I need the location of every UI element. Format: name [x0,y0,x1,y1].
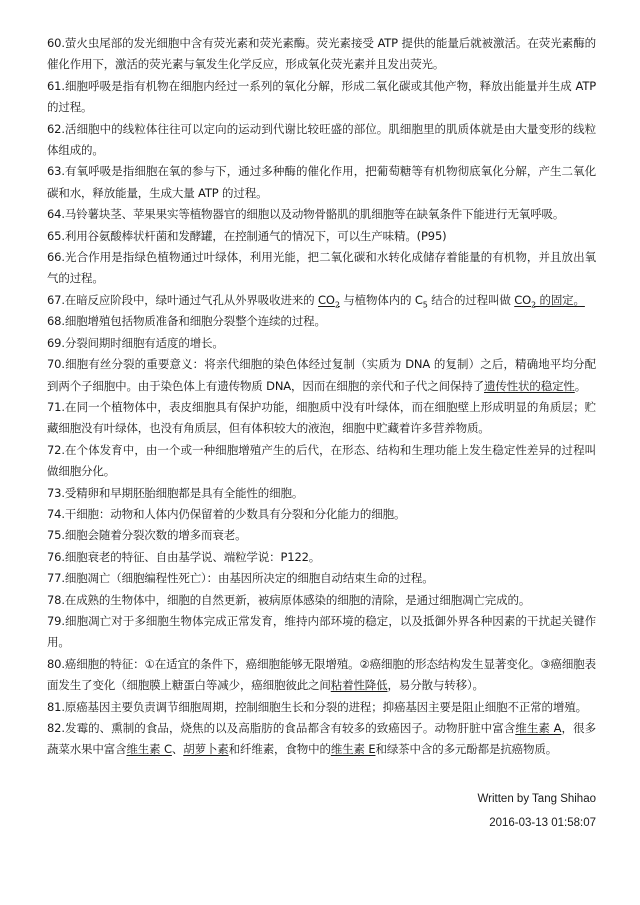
signature-author: Written by Tang Shihao [477,793,596,805]
item-60: 60.萤火虫尾部的发光细胞中含有荧光素和荧光素酶。荧光素接受 ATP 提供的能量后就被激活。在荧光素酶的催化作用下，激活的荧光素与氧发生化学反应，形成氧化荧光素并且发出荧光。 [47,36,596,72]
item-62: 62.活细胞中的线粒体往往可以定向的运动到代谢比较旺盛的部位。肌细胞里的肌质体就是由大量变形的线粒体组成的。 [47,121,596,158]
signature-datetime: 2016-03-13 01:58:07 [489,817,596,829]
item-76: 76.细胞衰老的特征、自由基学说、端粒学说：P122。 [47,549,321,564]
item-78: 78.在成熟的生物体中，细胞的自然更新，被病原体感染的细胞的清除，是通过细胞凋亡完成的。 [47,592,531,607]
item-82-part-d: 和纤维素，食物中的 [228,742,331,757]
item-82-part-a: 82.发霉的、熏制的食品，烧焦的以及高脂肪的食品都含有较多的致癌因子。动物肝脏中富含 [47,721,516,735]
item-73: 73.受精卵和早期胚胎细胞都是具有全能性的细胞。 [47,485,304,500]
item-80-part-b: ，易分散与转移）。 [387,678,484,693]
item-66: 66.光合作用是指绿色植物通过叶绿体，利用光能，把二氧化碳和水转化成储存着能量的有机物，并且放出氧气的过程。 [47,250,596,286]
item-67-part-f: 的固定。 [535,292,585,307]
item-82-part-c: 、 [171,742,184,757]
item-67-part-c: 与植物体内的 C [339,292,423,307]
item-67-part-d: 结合的过程叫做 [427,292,515,307]
co2-fix-subscript: 2 [531,300,536,310]
item-82-part-b: ，很多蔬菜水果中富含 [47,721,596,757]
item-65: 65.利用谷氨酸棒状杆菌和发酵罐，在控制通气的情况下，可以生产味精。(P95) [47,228,447,243]
c5-subscript: 5 [422,300,428,310]
co2-fixation-term [514,292,585,310]
item-80-part-a: 80.癌细胞的特征：①在适宜的条件下，癌细胞能够无限增殖。②癌细胞的形态结构发生显著变化。③癌细胞表面发生了变化（细胞膜上糖蛋白等减少，癌细胞彼此之间 [47,656,596,693]
item-71: 71.在同一个植物体中，表皮细胞具有保护功能，细胞质中没有叶绿体，而在细胞壁上形成明显的角质层；贮藏细胞没有叶绿体，也没有角质层，但有体积较大的液泡，细胞中贮藏着许多营养物质。 [47,399,596,436]
item-80-underlined: 粘着性降低 [330,678,388,693]
item-82-part-e: 和绿茶中含的多元酚都是抗癌物质。 [375,742,558,757]
item-81: 81.原癌基因主要负责调节细胞周期，控制细胞生长和分裂的进程；抑癌基因主要是阻止细胞不正常的增殖。 [47,699,587,714]
item-79: 79.细胞凋亡对于多细胞生物体完成正常发育，维持内部环境的稳定，以及抵御外界各种因素的干扰起关键作用。 [47,613,596,650]
vitamin-c: 维生素 C [126,742,172,757]
item-82 [47,718,596,761]
item-67-part-a: 67.在暗反应阶段中，绿叶通过气孔从外界吸收进来的 [47,292,319,307]
item-80 [47,654,596,697]
signature-block [478,787,596,835]
item-68: 68.细胞增殖包括物质准备和细胞分裂整个连续的过程。 [47,314,326,329]
co2-fix-text: CO [514,292,532,307]
item-63: 63.有氧呼吸是指细胞在氧的参与下，通过多种酶的催化作用，把葡萄糖等有机物彻底氧化分解，产生二氧化碳和水，释放能量，生成大量 ATP 的过程。 [47,164,596,200]
co2-text: CO [318,292,335,307]
carotene: 胡萝卜素 [183,742,229,757]
item-70 [47,354,596,397]
item-67 [47,290,596,311]
vitamin-a: 维生素 A [515,721,562,735]
item-64: 64.马铃薯块茎、苹果果实等植物器官的细胞以及动物骨骼肌的肌细胞等在缺氧条件下能进行无氧呼吸。 [47,207,565,222]
item-69: 69.分裂间期时细胞有适度的增长。 [47,335,224,350]
item-75: 75.细胞会随着分裂次数的增多而衰老。 [47,528,247,543]
item-74: 74.干细胞：动物和人体内仍保留着的少数具有分裂和分化能力的细胞。 [47,506,406,521]
vitamin-e: 维生素 E [330,742,376,757]
item-70-underlined: 遗传性状的稳定性 [483,378,575,393]
item-70-part-b: 。 [574,378,587,393]
item-72: 72.在个体发育中，由一个或一种细胞增殖产生的后代，在形态、结构和生理功能上发生稳定性差异的过程叫做细胞分化。 [47,442,596,479]
co2-term [318,292,340,310]
item-61: 61.细胞呼吸是指有机物在细胞内经过一系列的氧化分解，形成二氧化碳或其他产物，释放出能量并生成 ATP 的过程。 [47,78,596,115]
co2-subscript: 2 [334,300,340,310]
item-70-part-a: 70.细胞有丝分裂的重要意义：将亲代细胞的染色体经过复制（实质为 DNA 的复制）之后，精确地平均分配到两个子细胞中。由于染色体上有遗传物质 DNA，因而在细胞的亲代和子代之间保持了 [47,357,596,393]
item-77: 77.细胞凋亡（细胞编程性死亡）：由基因所决定的细胞自动结束生命的过程。 [47,571,434,586]
